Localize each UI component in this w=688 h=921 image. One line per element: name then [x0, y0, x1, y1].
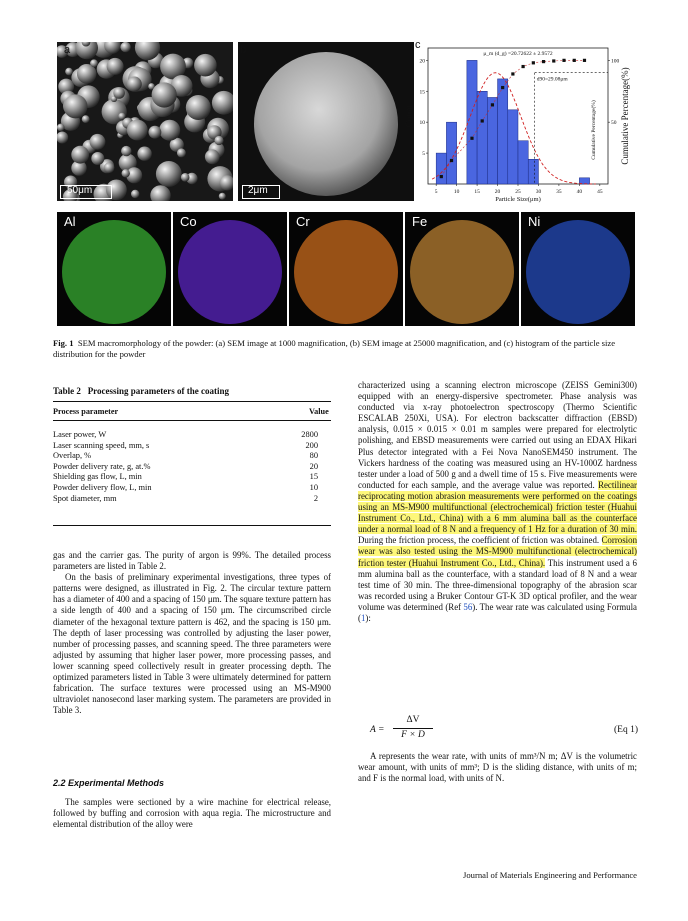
eds-map-al [57, 212, 171, 326]
powder-particle [91, 152, 104, 165]
equation-number: (Eq 1) [613, 725, 638, 735]
powder-particle [118, 113, 125, 120]
x-tick-label: 45 [597, 189, 603, 195]
powder-particle [181, 173, 190, 182]
powder-particle [104, 162, 115, 173]
table-header-value: Value [309, 407, 329, 416]
powder-particle [159, 120, 180, 141]
powder-particle [107, 58, 124, 75]
y-tick-label: 5 [422, 151, 425, 158]
highlighted-text: Rectilinear reciprocating motion abrasion measurements were performed on the coatings using an MS-M900 multifunctional (electrochemical) friction tester (Huahui Instrument Co., Ltd., China) with a 6 mm alumina ball as the counterface under a normal load of 8 N and a frequency of 1 Hz for a duration of 30 min. [358, 479, 637, 535]
powder-particle [194, 54, 217, 77]
table-cell-value: 15 [309, 472, 318, 482]
powder-particle [127, 120, 148, 141]
powder-particle [82, 115, 90, 123]
y2-axis-label-inner: Cumulative Percentage(%) [591, 100, 597, 160]
x-tick-label: 25 [515, 189, 521, 195]
x-tick-label: 10 [453, 189, 460, 195]
powder-particle [90, 59, 98, 67]
powder-particle [131, 190, 139, 198]
cumulative-point [542, 60, 545, 63]
table-cell-param: Shielding gas flow, L, min [53, 472, 142, 482]
section-heading: 2.2 Experimental Methods [53, 778, 165, 788]
table-cell-value: 200 [305, 440, 318, 450]
cumulative-point [573, 59, 576, 62]
x-axis-label: Particle Size(μm) [495, 196, 541, 203]
histogram-bar [477, 91, 487, 184]
sem-powder-particles [57, 42, 233, 201]
d90-annotation: d90=29.08μm [536, 76, 568, 83]
table-cell-param: Powder delivery rate, g, at.% [53, 461, 151, 471]
powder-particle [120, 42, 130, 52]
powder-particle [186, 95, 211, 120]
paragraph: A represents the wear rate, with units of mm³/N m; ΔV is the volumetric wear amount, with units of mm³; D is the sliding distance, with units of m; and F is the normal load, with units of N. [358, 751, 637, 784]
text-run: characterized using a scanning electron microscope (ZEISS Gemini300) equipped with an energy-dispersive spectrometer. Phase analysis was conducted via x-ray photoelectron spectroscopy (Thermo Scientific ESCALAB 250Xi, USA). For electron backscatter diffraction (EBSD) analysis, 0.015 × 0.015 × 0.01 m samples were prepared for electrolytic polishing, and EBSD measurements were carried out using an EDAX Hikari Plus detector integrated with a Fei Nova NanoSEM450 instrument. The Vickers hardness of the coating was measured using an HV-1000Z hardness tester under a load of 500 g and a dwell time of 15 s. Five measurements were conducted for each sample, and the average value was reported. [358, 380, 637, 490]
text-run: During the friction process, the coefficient of friction was obtained. [358, 535, 602, 546]
powder-particle [219, 193, 226, 200]
x-tick-label: 15 [474, 189, 480, 195]
table-title [53, 386, 229, 396]
panel-label-a: a [64, 44, 71, 56]
table-top-rule [53, 401, 331, 402]
histogram-bar [579, 178, 589, 184]
eds-map-co [173, 212, 287, 326]
cumulative-point [583, 59, 586, 62]
reference-link[interactable]: 56 [463, 601, 473, 612]
cumulative-point [501, 86, 504, 89]
x-tick-label: 35 [556, 189, 562, 195]
sem-image-25000x [238, 42, 414, 201]
powder-particle [149, 126, 162, 139]
powder-particle [65, 68, 73, 76]
eds-element-label: Ni [528, 214, 541, 229]
table-cell-param: Laser power, W [53, 430, 107, 439]
histogram-bar [508, 110, 518, 184]
cumulative-point [562, 59, 565, 62]
table-cell-value: 10 [309, 483, 318, 492]
x-tick-label: 20 [494, 189, 501, 195]
highlighted-text: Corrosion wear was also tested using the MS-M900 multifunctional (electrochemical) friction tester (Huahui Instrument Co., Ltd., China). [358, 535, 637, 568]
x-tick-label: 40 [576, 189, 583, 195]
cumulative-point [440, 175, 443, 178]
panel-label-c: c [415, 39, 421, 51]
powder-particle [113, 87, 125, 99]
y-tick-label: 10 [419, 120, 425, 127]
eds-element-label: Co [180, 214, 197, 229]
equation-numerator: ΔV [406, 715, 420, 725]
table-header-param: Process parameter [53, 407, 119, 416]
powder-particle [214, 136, 223, 145]
fraction-bar [393, 728, 433, 729]
powder-particle [122, 169, 130, 177]
cumulative-point [511, 72, 514, 75]
powder-particle [205, 149, 220, 164]
text-run: ): [365, 612, 371, 623]
powder-particle [156, 161, 182, 187]
text-run: This instrument used a 6 mm alumina ball as the counterface, with a standard load of 8 N and a wear test time of 30 min. The three-dimensional topography of the abrasion scar was recorded using a Bruker Contour GT-K 3D optical profiler, and the wear volume was determined (Ref [358, 557, 637, 612]
table-cell-param: Laser scanning speed, mm, s [53, 440, 150, 450]
table-cell-param: Powder delivery flow, L, min [53, 483, 152, 492]
y2-tick-label: 50 [611, 120, 617, 127]
cumulative-point [450, 159, 453, 162]
equation-denominator: F × D [401, 730, 425, 740]
paragraph: gas and the carrier gas. The purity of argon is 99%. The detailed process parameters are listed in Table 2. [53, 550, 331, 572]
y-tick-label: 15 [419, 89, 425, 96]
scalebar-label: 2μm [248, 185, 268, 196]
powder-particle [90, 134, 106, 150]
histogram-bar [528, 159, 538, 184]
right-column-after-eq [358, 751, 637, 784]
table-title-text: Processing parameters of the coating [87, 386, 229, 396]
cumulative-point [522, 65, 525, 68]
table-cell-value: 20 [309, 461, 318, 471]
y-tick-label: 20 [419, 58, 425, 65]
cumulative-point [470, 137, 473, 140]
y-axis-label: Count [404, 104, 414, 128]
powder-particle [71, 146, 89, 164]
histogram-bar [467, 60, 477, 184]
powder-particle [57, 124, 65, 132]
formula-link[interactable]: 1 [360, 612, 366, 623]
cumulative-point [491, 103, 494, 106]
table-cell-value: 2800 [301, 430, 318, 439]
paragraph: On the basis of preliminary experimental investigations, three types of patterns were designed, as illustrated in Fig. 2. The circular texture pattern has a diameter of 400 and a spacing of 150 μm. The square texture pattern has a side length of 400 and a spacing of 150 μm. The circumscribed circle diameter of the hexagonal texture pattern is 462, and the spacing is 150 μm. The depth of laser processing was controlled by adjusting the laser power, number of processing passes, and scanning speed. The three parameters were adjusted by assuming that higher laser power, more processing passes, and lower scanning speed collectively result in greater processing depth. The optimized parameters listed in Table 3 were ultimately determined for pattern fabrication. The surface textures were processed using an MS-M900 ultraviolet nanosecond laser marking system. The parameters are provided in Table 3. [53, 572, 331, 716]
histogram-bar [498, 79, 508, 184]
paragraph [358, 380, 637, 624]
x-tick-label: 5 [434, 189, 438, 195]
left-column-bottom [53, 797, 331, 830]
equation-lhs: A = [370, 725, 385, 735]
cumulative-point [552, 59, 555, 62]
table-cell-value: 2 [313, 493, 318, 503]
table-cell-param: Overlap, % [53, 451, 92, 461]
table-label: Table 2 [53, 386, 81, 396]
eds-element-label: Cr [296, 214, 310, 229]
table-header-rule [53, 420, 331, 421]
sem-single-particle [238, 42, 414, 201]
y2-axis-label: Cumulative Percentage(%) [620, 67, 630, 165]
powder-particle [121, 146, 131, 156]
powder-particle [64, 94, 88, 118]
mean-annotation: μ_m (d_g) =20.72622 ± 2.9572 [483, 51, 553, 57]
eds-element-label: Al [64, 214, 76, 229]
powder-particle [177, 148, 186, 157]
eds-map-cr [289, 212, 403, 326]
paragraph: The samples were sectioned by a wire machine for electrical release, followed by buffing and corrosion with aqua regia. The microstructure and elemental distribution of the alloy were [53, 797, 331, 830]
journal-footer: Journal of Materials Engineering and Performance [463, 870, 637, 880]
table-cell-value: 80 [309, 451, 318, 461]
figure-caption [53, 338, 637, 360]
cumulative-point [532, 61, 535, 64]
powder-particle [152, 82, 177, 107]
eds-element-label: Fe [412, 214, 428, 229]
equation [370, 714, 638, 744]
particle-size-histogram [404, 40, 636, 208]
sem-image-1000x [57, 42, 233, 201]
figure-label: Fig. 1 [53, 338, 74, 348]
text-run: ). The wear rate was calculated using Formula ( [358, 601, 637, 623]
eds-map-fe [405, 212, 519, 326]
eds-map-ni [521, 212, 635, 326]
x-tick-label: 30 [535, 189, 542, 195]
table-cell-param: Spot diameter, mm [53, 493, 117, 503]
histogram-bar [518, 141, 528, 184]
powder-particle [127, 77, 142, 92]
scalebar-label: 50μm [67, 185, 93, 196]
figure-caption-text: SEM macromorphology of the powder: (a) SEM image at 1000 magnification, (b) SEM image at 25000 magnification, and (c) histogram of the particle size distribution for the powder [53, 338, 616, 359]
cumulative-point [481, 119, 484, 122]
panel-label-b: b [240, 44, 247, 56]
y2-tick-label: 100 [611, 58, 620, 65]
powder-particle [137, 147, 151, 161]
left-column [53, 550, 331, 716]
table-bottom-rule [53, 525, 331, 526]
right-column [358, 380, 637, 624]
